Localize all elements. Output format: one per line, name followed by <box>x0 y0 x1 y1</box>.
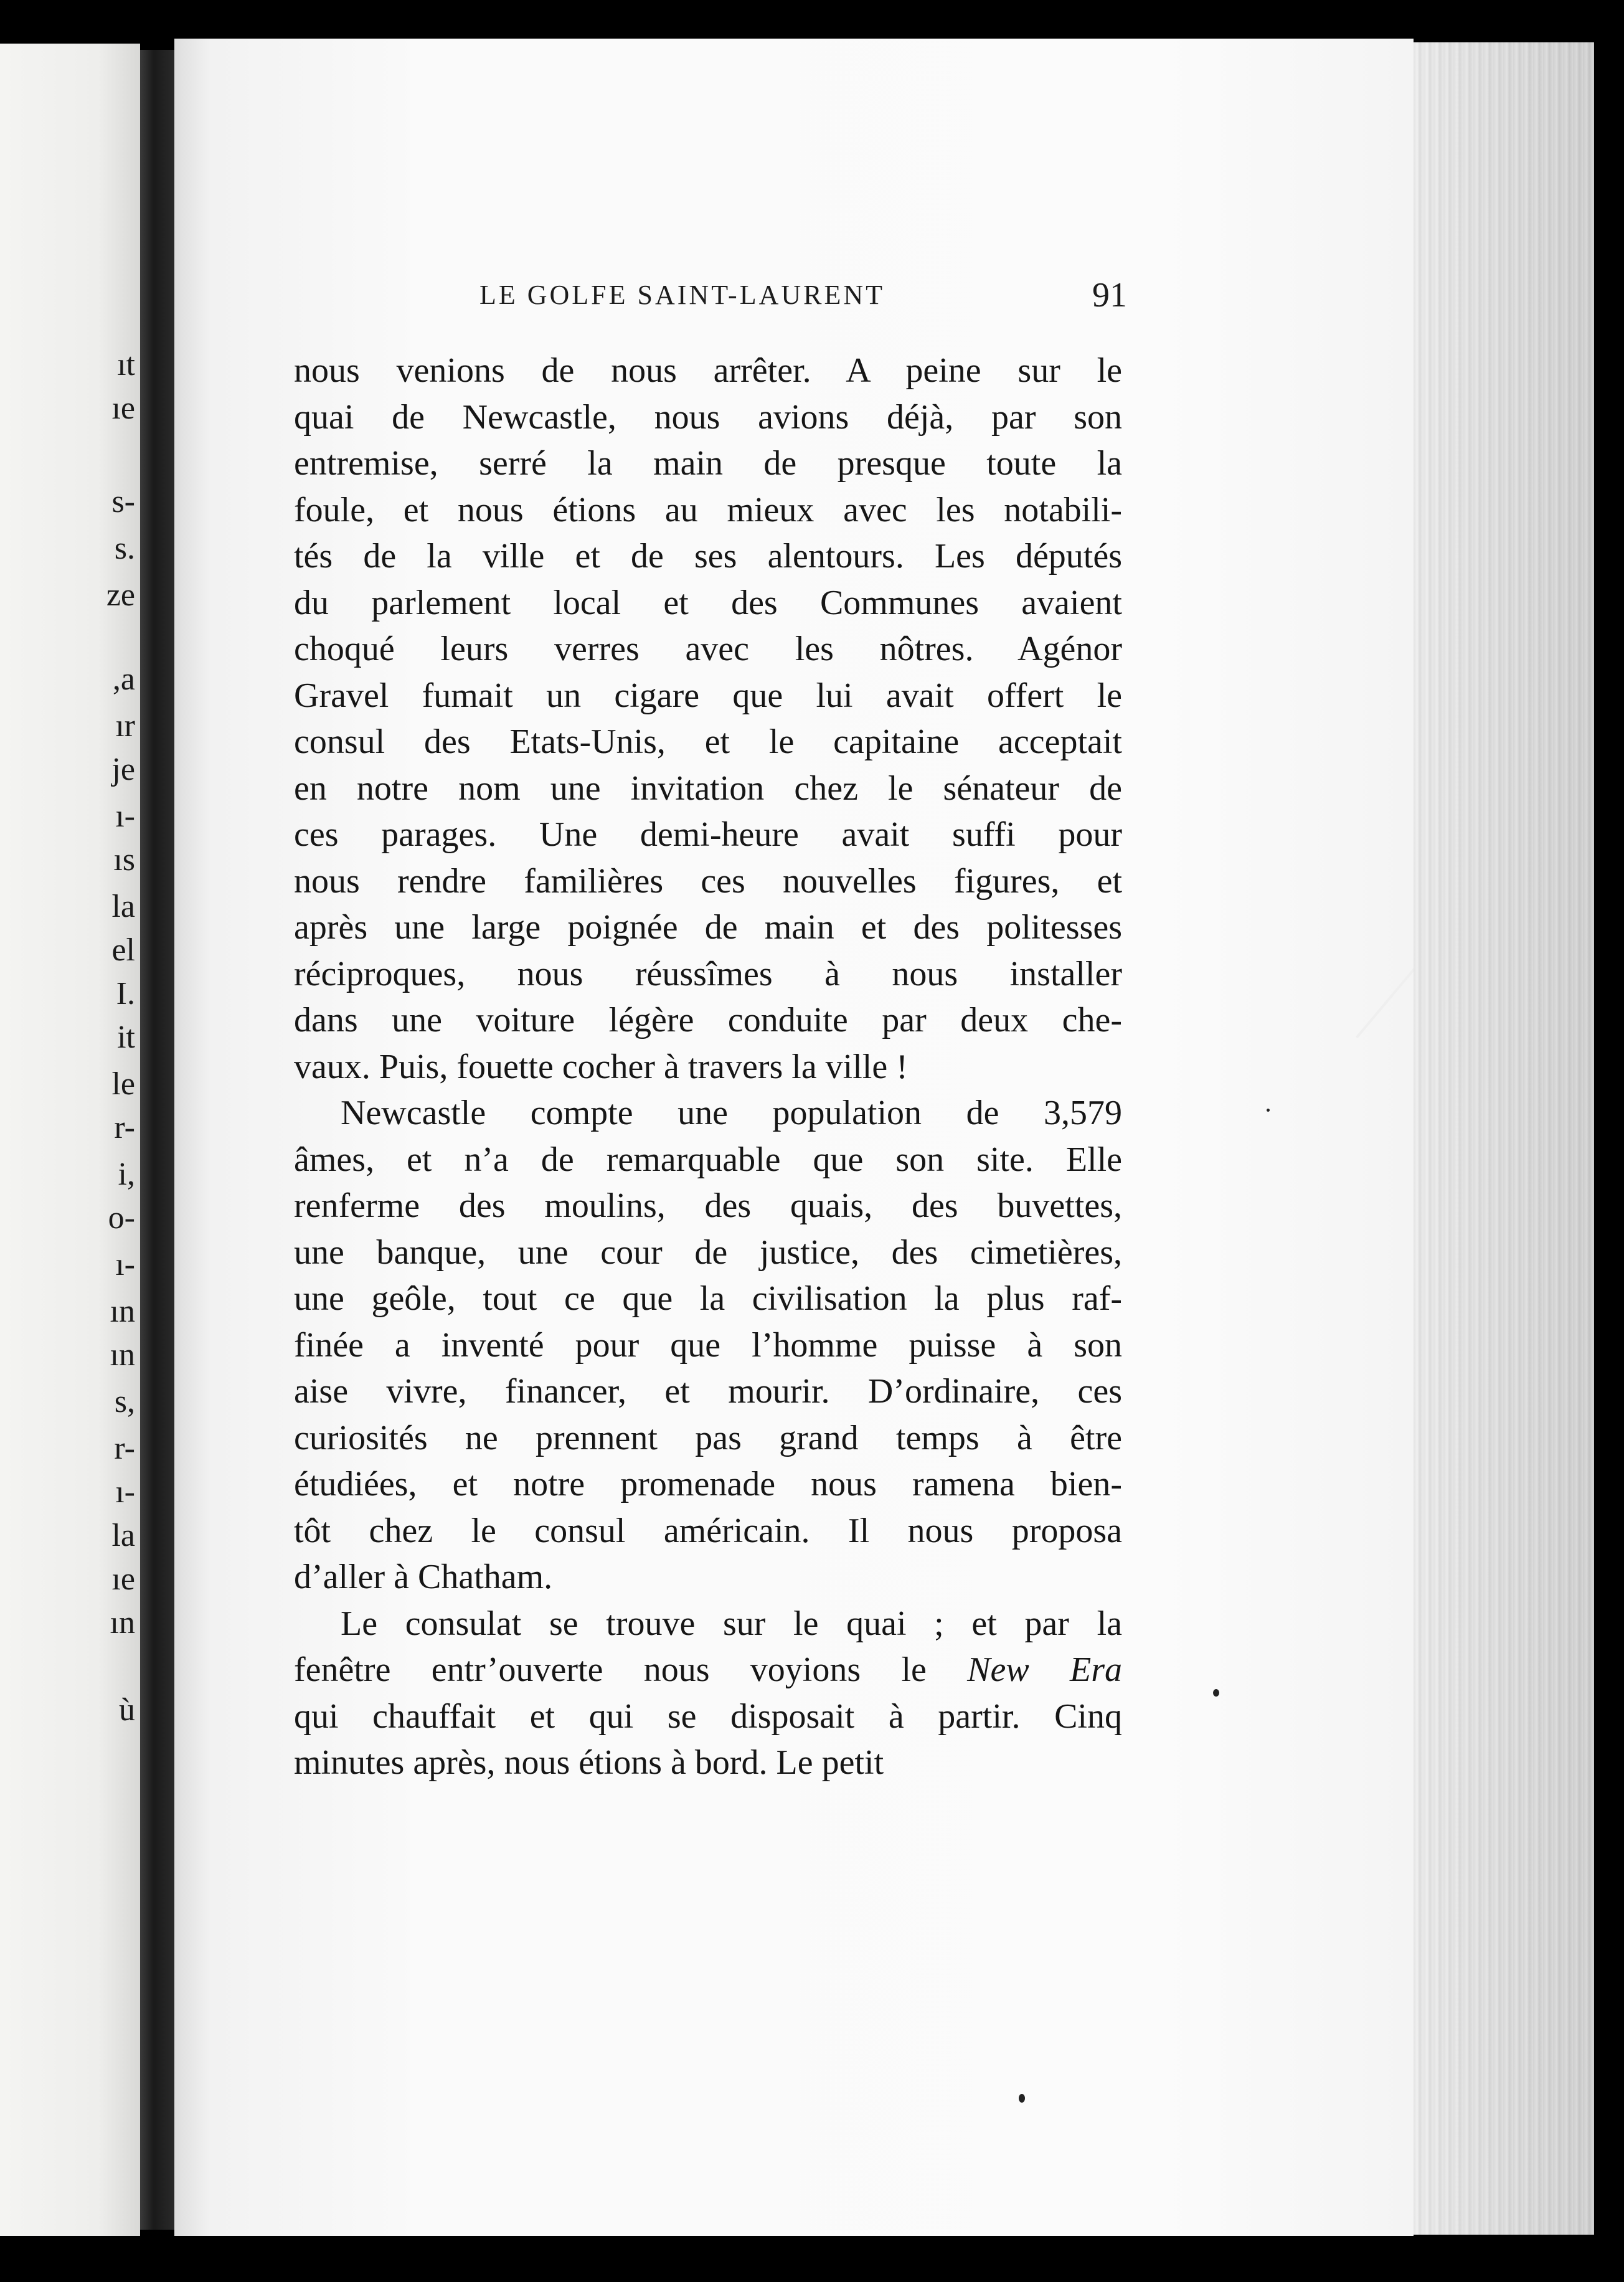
left-page-fragment: ı- <box>115 1474 135 1510</box>
text-line: consul des Etats-Unis, et le capitaine acceptait <box>294 722 1122 761</box>
left-page-fragment: r- <box>114 1110 135 1145</box>
left-page-fragment: r- <box>114 1431 135 1466</box>
paragraph <box>294 1601 1122 1786</box>
left-page-fragment: ır <box>115 708 135 744</box>
text-line: renferme des moulins, des quais, des buvettes, <box>294 1186 1122 1225</box>
running-title: LE GOLFE SAINT-LAURENT <box>479 280 885 310</box>
text-line: nous venions de nous arrêter. A peine sur le <box>294 351 1122 390</box>
left-page-fragment: ıt <box>117 347 135 382</box>
book-gutter <box>140 50 174 2230</box>
left-page-fragment: la <box>111 889 135 924</box>
page-edges-stack <box>1414 42 1594 2235</box>
text-line: d’aller à Chatham. <box>294 1558 553 1596</box>
left-page-fragment: it <box>117 1020 135 1055</box>
text-line: minutes après, nous étions à bord. Le petit <box>294 1743 884 1782</box>
left-page-fragment: le <box>111 1066 135 1102</box>
left-page-fragment: I. <box>116 976 135 1011</box>
left-page-fragment: ıe <box>111 1561 135 1597</box>
scratch-mark <box>1356 960 1422 1038</box>
text-line: dans une voiture légère conduite par deux che- <box>294 1001 1122 1039</box>
left-page-fragment: ù <box>119 1692 135 1728</box>
left-page-fragment: ın <box>110 1294 135 1329</box>
left-page-fragment: ıe <box>111 391 135 426</box>
text-line: aise vivre, financer, et mourir. D’ordinaire, ces <box>294 1372 1122 1411</box>
text-line: ces parages. Une demi-heure avait suffi pour <box>294 815 1122 854</box>
text-line: qui chauffait et qui se disposait à partir. Cinq <box>294 1697 1122 1736</box>
left-page-fragment: ı- <box>115 1247 135 1282</box>
page-number: 91 <box>1092 276 1127 315</box>
left-page-fragment: ze <box>106 577 135 613</box>
left-page-fragment: je <box>111 752 135 787</box>
text-line: vaux. Puis, fouette cocher à travers la ville ! <box>294 1047 908 1086</box>
left-page-fragment: ıs <box>113 842 135 878</box>
text-line: Newcastle compte une population de 3,579 <box>341 1094 1122 1132</box>
left-page-fragment: s, <box>114 1384 135 1419</box>
text-line: tôt chez le consul américain. Il nous proposa <box>294 1511 1122 1550</box>
text-line: une geôle, tout ce que la civilisation la plus raf- <box>294 1279 1122 1318</box>
left-page-fragment: la <box>111 1518 135 1553</box>
text-line: en notre nom une invitation chez le sénateur de <box>294 769 1122 808</box>
text-line: finée a inventé pour que l’homme puisse à son <box>294 1325 1122 1365</box>
running-head <box>479 276 1127 316</box>
text-line: étudiées, et notre promenade nous ramena bien- <box>294 1465 1122 1503</box>
left-page-edge <box>0 44 140 2236</box>
ink-speck <box>1019 2094 1025 2103</box>
ship-name: New Era <box>967 1650 1123 1689</box>
left-page-fragment: ı- <box>115 798 135 834</box>
text-line: Gravel fumait un cigare que lui avait offert le <box>294 676 1122 715</box>
text-line: entremise, serré la main de presque toute la <box>294 444 1122 483</box>
text-line: réciproques, nous réussîmes à nous installer <box>294 954 1122 993</box>
text-line: nous rendre familières ces nouvelles figures, et <box>294 861 1122 901</box>
text-line: âmes, et n’a de remarquable que son site. Elle <box>294 1140 1122 1179</box>
ink-speck <box>1213 1689 1219 1697</box>
text-line: curiosités ne prennent pas grand temps à être <box>294 1418 1122 1457</box>
left-page-text-fragments <box>0 44 140 2236</box>
text-line: fenêtre entr’ouverte nous voyions le New Era <box>294 1650 1123 1689</box>
left-page-fragment: s. <box>114 531 135 566</box>
left-page-fragment: s- <box>111 484 135 519</box>
left-page-fragment: ın <box>110 1337 135 1373</box>
left-page-fragment: o- <box>108 1200 135 1236</box>
body-text <box>294 348 1122 1786</box>
text-line: une banque, une cour de justice, des cimetières, <box>294 1233 1122 1272</box>
left-page-fragment: el <box>111 932 135 968</box>
text-line: après une large poignée de main et des politesses <box>294 908 1122 947</box>
left-page-fragment: ın <box>110 1605 135 1640</box>
text-line: tés de la ville et de ses alentours. Les députés <box>294 537 1122 575</box>
text-line: foule, et nous étions au mieux avec les notabili- <box>294 490 1122 529</box>
text-line: quai de Newcastle, nous avions déjà, par son <box>294 397 1122 437</box>
left-page-fragment: i, <box>118 1157 135 1192</box>
paragraph <box>294 1090 1122 1601</box>
text-line: choqué leurs verres avec les nôtres. Agénor <box>294 630 1122 668</box>
ink-speck <box>1267 1109 1270 1112</box>
text-line: Le consulat se trouve sur le quai ; et par la <box>341 1604 1122 1643</box>
paragraph <box>294 348 1122 1090</box>
text-line: du parlement local et des Communes avaient <box>294 583 1122 622</box>
left-page-fragment: ,a <box>112 661 135 697</box>
